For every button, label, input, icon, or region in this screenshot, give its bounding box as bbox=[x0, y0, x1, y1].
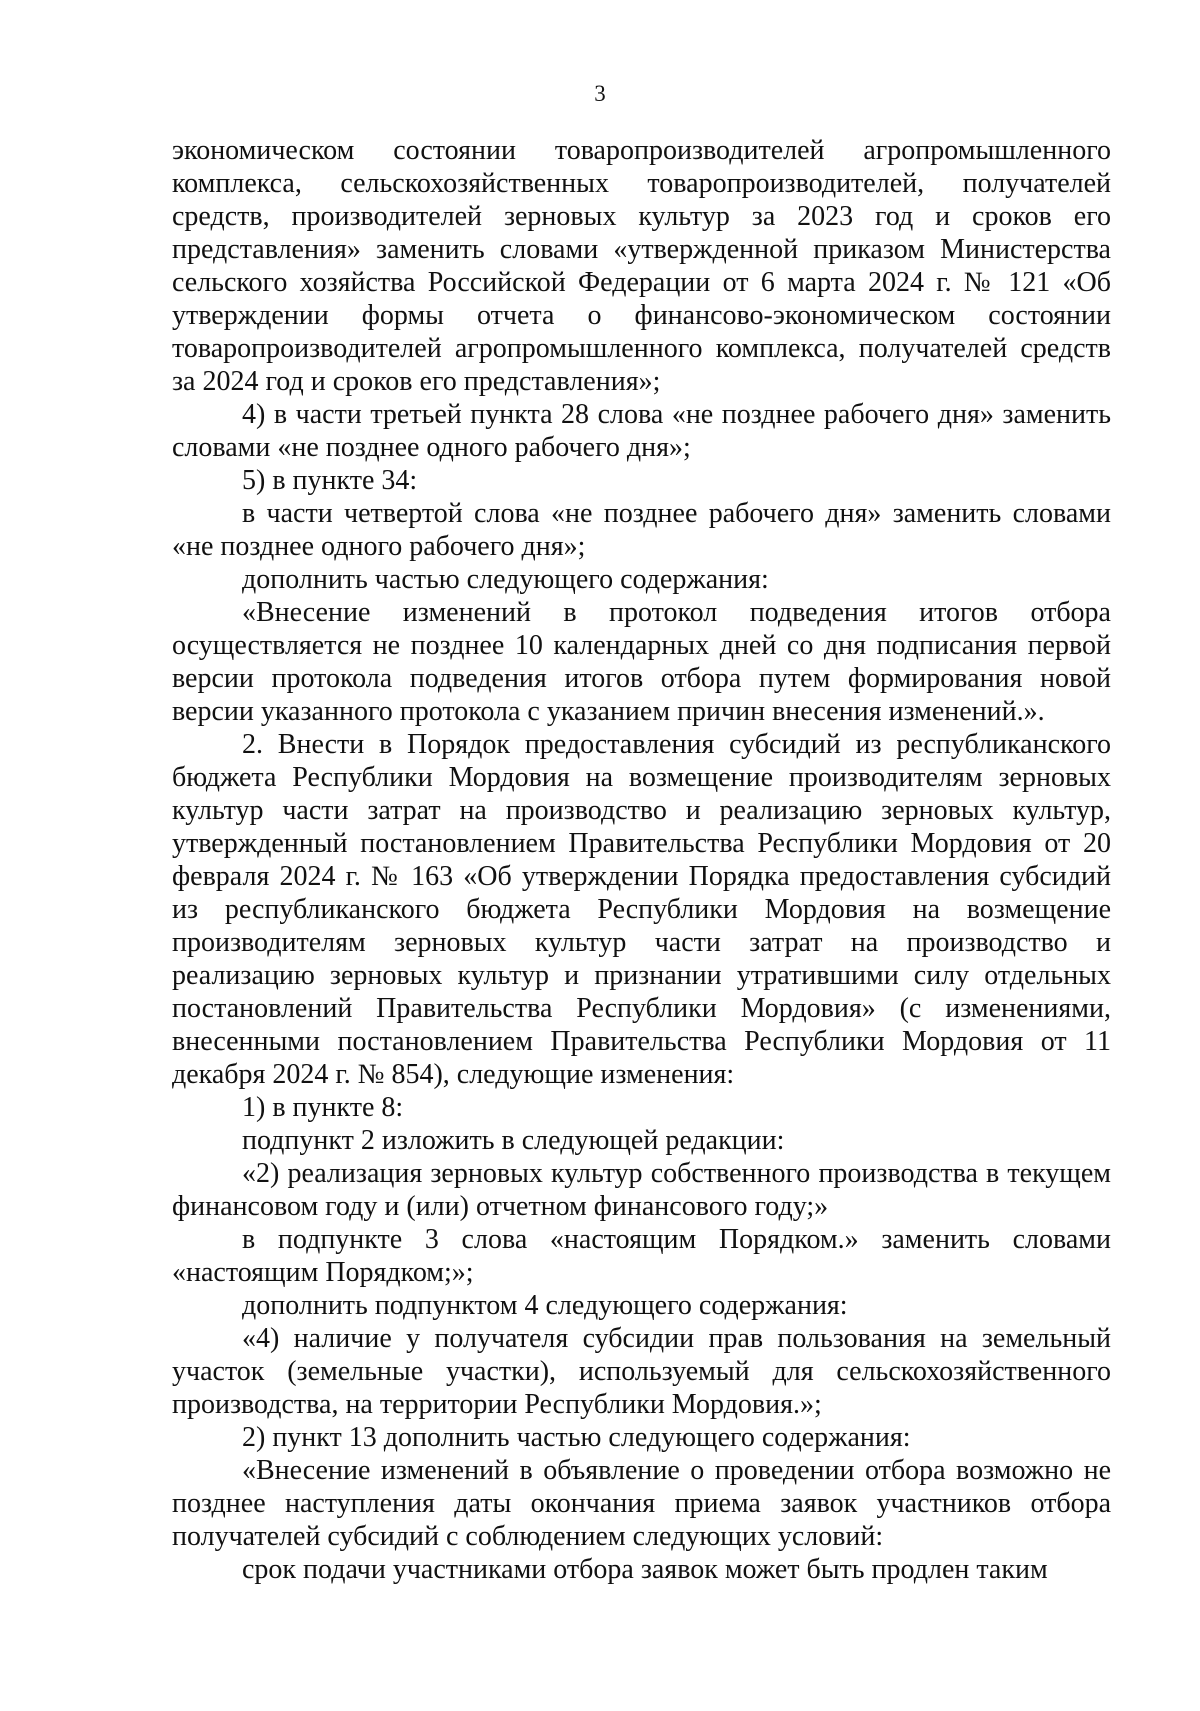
paragraph: в подпункте 3 слова «настоящим Порядком.» заменить словами «настоящим Порядком;»; bbox=[172, 1224, 1111, 1288]
paragraph: подпункт 2 изложить в следующей редакции: bbox=[242, 1125, 785, 1156]
paragraph: «2) реализация зерновых культур собственного производства в текущем финансовом году и (или) отчетном финансового году;» bbox=[172, 1158, 1111, 1222]
document-body bbox=[172, 134, 1111, 1586]
paragraph: «4) наличие у получателя субсидии прав пользования на земельный участок (земельные участки), используемый для сельскохозяйственного производства, на территории Республики Мордовия.»; bbox=[172, 1323, 1111, 1420]
paragraph: экономическом состоянии товаропроизводителей агропромышленного комплекса, сельскохозяйственных товаропроизводителей, получателей средств, производителей зерновых культур за 2023 год и сроков его представления» заменить словами «утвержденной приказом Министерства сельского хозяйства Российской Федерации от 6 марта 2024 г. № 121 «Об утверждении формы отчета о финансово-экономическом состоянии товаропроизводителей агропромышленного комплекса, получателей средств за 2024 год и сроков его представления»; bbox=[172, 135, 1111, 397]
paragraph: 1) в пункте 8: bbox=[242, 1092, 404, 1123]
page-number: 3 bbox=[594, 81, 606, 106]
paragraph: дополнить частью следующего содержания: bbox=[242, 564, 769, 595]
paragraph: 2) пункт 13 дополнить частью следующего содержания: bbox=[242, 1422, 911, 1453]
paragraph: 4) в части третьей пункта 28 слова «не позднее рабочего дня» заменить словами «не позднее одного рабочего дня»; bbox=[172, 399, 1111, 463]
paragraph: срок подачи участниками отбора заявок может быть продлен таким bbox=[242, 1554, 1048, 1585]
paragraph: «Внесение изменений в протокол подведения итогов отбора осуществляется не позднее 10 календарных дней со дня подписания первой версии протокола подведения итогов отбора путем формирования новой версии указанного протокола с указанием причин внесения изменений.». bbox=[172, 597, 1111, 727]
paragraph: дополнить подпунктом 4 следующего содержания: bbox=[242, 1290, 848, 1321]
paragraph: 5) в пункте 34: bbox=[242, 465, 418, 496]
paragraph: 2. Внести в Порядок предоставления субсидий из республиканского бюджета Республики Мордовия на возмещение производителям зерновых культур части затрат на производство и реализацию зерновых культур, утвержденный постановлением Правительства Республики Мордовия от 20 февраля 2024 г. № 163 «Об утверждении Порядка предоставления субсидий из республиканского бюджета Республики Мордовия на возмещение производителям зерновых культур части затрат на производство и реализацию зерновых культур и признании утратившими силу отдельных постановлений Правительства Республики Мордовия» (с изменениями, внесенными постановлением Правительства Республики Мордовия от 11 декабря 2024 г. № 854), следующие изменения: bbox=[172, 729, 1111, 1090]
paragraph: в части четвертой слова «не позднее рабочего дня» заменить словами «не позднее одного рабочего дня»; bbox=[172, 498, 1111, 562]
paragraph: «Внесение изменений в объявление о проведении отбора возможно не позднее наступления даты окончания приема заявок участников отбора получателей субсидий с соблюдением следующих условий: bbox=[172, 1455, 1111, 1552]
